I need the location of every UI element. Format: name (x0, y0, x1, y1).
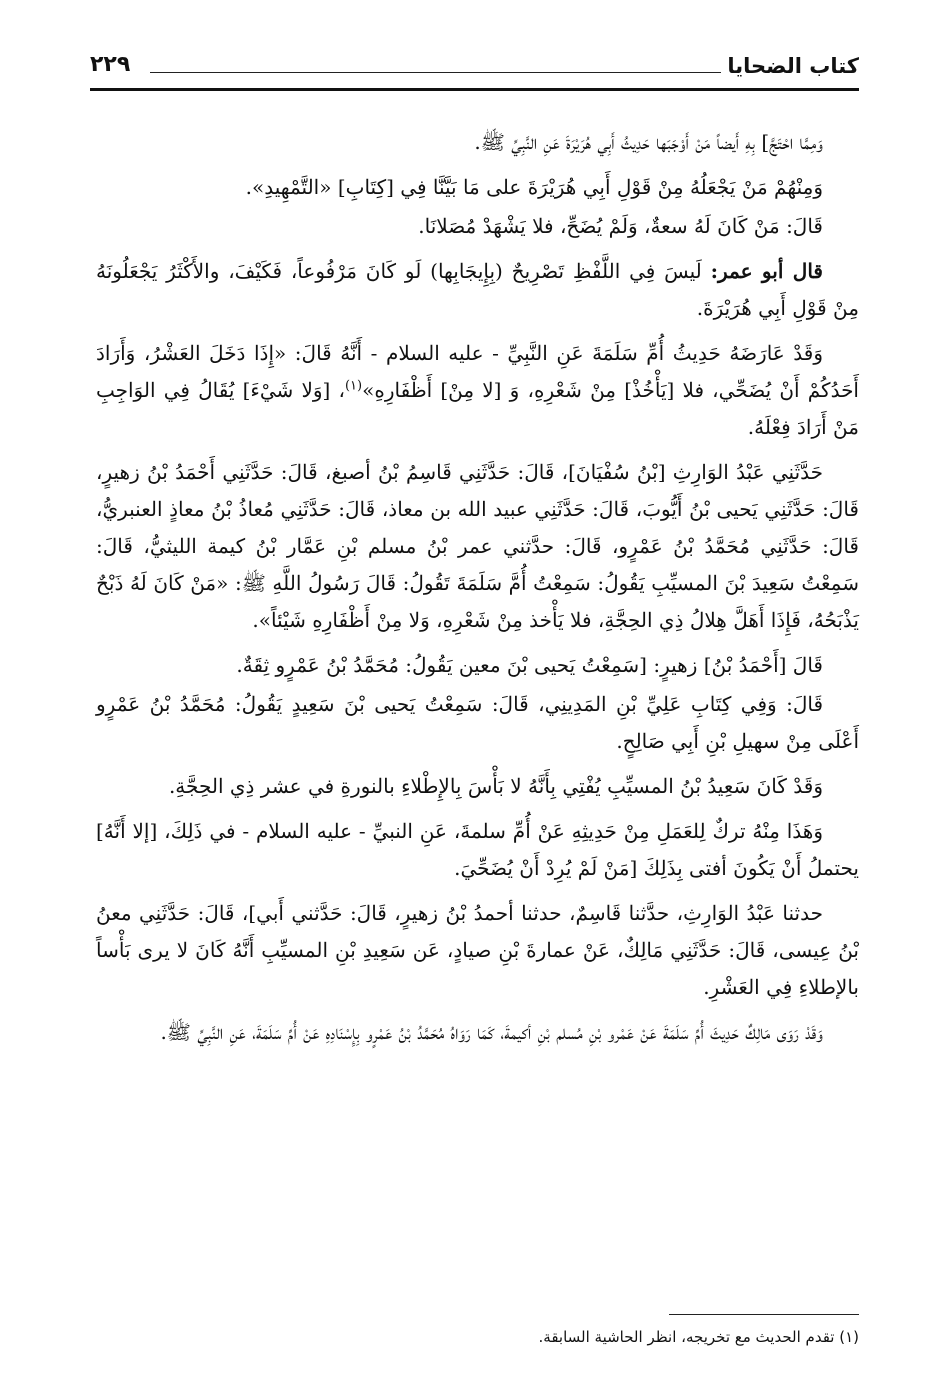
running-header (90, 48, 859, 91)
header-divider (150, 72, 721, 73)
paragraph: قَالَ: وَفِي كِتَابِ عَلِيِّ بْنِ المَدِينِي، قَالَ: سَمِعْتُ يَحيى بْنَ سَعِيدٍ يَقُولُ: مُحَمَّدُ بْنُ عَمْرٍو أَعْلَى مِنْ سهيلِ بْنِ أَبِي صَالِحٍ. (96, 692, 859, 753)
paragraph: وَقَدْ كَانَ سَعِيدُ بْنُ المسيِّبِ يُفْتِي بِأَنَّهُ لا بَأْسَ بِالإِطْلاءِ بالنورةِ في عشر ذِي الحِجَّةِ. (168, 774, 823, 798)
paragraph: وَقَدْ رَوَى مَالِكٌ حَدِيثَ أُمِّ سَلَمَةَ عَنْ عَمْرو بْنِ مُسلم بْنِ أكيمةَ، كَمَا رَوَاهُ مُحَمَّدُ بْنُ عَمْرٍو بِإِسْنَادِهِ عَنْ أُمِّ سَلَمَةَ، عَنِ النَّبِيِّ ﷺ. (160, 1020, 823, 1044)
paragraph: قال أبو عمر: لَيسَ فِي اللَّفْظِ تَصْرِيحٌ (بِإِيجَابِها) لَو كَانَ مَرْفُوعاً، فَكَيْفَ، والأَكْثَرُ يَجْعَلُونَهُ مِنْ قَوْلِ أَبِي هُرَيْرَةَ. (96, 259, 859, 320)
footnote-divider (669, 1314, 859, 1315)
paragraph: وَقَدْ عَارَضَهُ حَدِيثُ أُمِّ سَلَمَةَ عَنِ النَّبِيِّ - عليه السلام - أَنَّهُ قَالَ: «إِذَا دَخَلَ العَشْرُ، وَأَرَادَ أَحَدُكُمْ أَنْ يُضَحِّي، فلا [يَأْخُذْ] مِنْ شَعْرِهِ، وَ [لا مِنْ] أَظْفَارِهِ»$^{(١)}$، [وَلا شَيْءَ] يُقَالُ فِي الوَاجِبِ مَنْ أَرَادَ فِعْلَهُ. (96, 341, 859, 439)
page-number: ٢٢٩ (90, 52, 131, 77)
page-body (96, 124, 859, 1059)
paragraph: قَالَ: مَنْ كَانَ لَهُ سعةٌ، وَلَمْ يُضَحِّ، فلا يَشْهَدْ مُصَلانَا. (418, 214, 823, 238)
paragraph: حدثنا عَبْدُ الوَارِثِ، حدَّثنا قَاسِمٌ، حدثنا أحمدُ بْنُ زهيرٍ، قَالَ: حَدَّثني أَبي]، قَالَ: حَدَّثَنِي معنُ بْنُ عِيسى، قَالَ: حَدَّثَنِي مَالِكٌ، عَنْ عمارةَ بْنِ صيادٍ، عَن سَعِيدِ بْنِ المسيِّبِ أَنَّهُ كَانَ لا يرى بَأْساً بالإطلاءِ فِي العَشْرِ. (96, 901, 859, 999)
paragraph: قَالَ [أَحْمَدُ بْنُ] زهيرٍ: [سَمِعْتُ يَحيى بْنَ معين يَقُولُ: مُحَمَّدُ بْنُ عَمْرٍو ثِقَةٌ. (236, 653, 823, 677)
chapter-title: كتاب الضحايا (727, 54, 859, 78)
paragraph: وَهَذَا مِنْهُ تركٌ لِلعَمَلِ مِنْ حَدِيثِهِ عَنْ أُمِّ سلمةَ، عَنِ النبيِّ - عليه السلام - في ذَلِكَ، [إلا أَنَّهُ] يحتملُ أَنْ يَكُونَ أفتى بِذَلِكَ [مَنْ لَمْ يُرِدْ أَنْ يُضَحِّيَ. (96, 819, 859, 880)
footnote-ref: (١) (344, 378, 363, 394)
paragraph: وَمِنْهُمْ مَنْ يَجْعَلُهُ مِنْ قَوْلِ أَبِي هُرَيْرَةَ على مَا بَيَّنَّا فِي [كِتَابِ] «التَّمْهِيدِ». (245, 175, 823, 199)
footnote: (١) تقدم الحديث مع تخريجه، انظر الحاشية السابقة. (538, 1328, 859, 1346)
paragraph: وَمِمَّا احْتَجَّ] بِهِ أَيضاً مَنْ أَوْجَبَها حَدِيثُ أَبِي هُرَيْرَةَ عَنِ النَّبِيِّ ﷺ. (474, 130, 823, 154)
speaker-label: قال أبو عمر: (710, 259, 823, 283)
paragraph: حَدَّثَنِي عَبْدُ الوَارِثِ [بْنُ سُفْيَانَ]، قَالَ: حَدَّثَنِي قَاسِمُ بْنُ أصبغ، قَالَ: حَدَّثَنِي أَحْمَدُ بْنُ زهيرٍ، قَالَ: حَدَّثَنِي يَحيى بْنُ أَيُّوبَ، قَالَ: حَدَّثَنِي عبيد الله بن معاذ، قَالَ: حَدَّثَنِي مُعاذُ بْنُ معاذٍ العنبريُّ، قَالَ: حَدَّثَنِي مُحَمَّدُ بْنُ عَمْرٍو، قَالَ: حدَّثني عمر بْنُ مسلم بْنِ عَمَّار بْنُ كيمة الليثيُّ، قَالَ: سَمِعْتُ سَعِيدَ بْنَ المسيِّبِ يَقُولُ: سَمِعْتُ أُمَّ سَلَمَةَ تَقُولُ: قَالَ رَسُولُ اللَّهِ ﷺ: «مَنْ كَانَ لَهُ ذَبْحٌ يَذْبَحُهُ، فَإِذَا أَهَلَّ هِلالُ ذِي الحِجَّةِ، فلا يَأْخذ مِنْ شَعْرِهِ، وَلا مِنْ أَظْفَارِهِ شَيْئاً». (96, 460, 859, 632)
